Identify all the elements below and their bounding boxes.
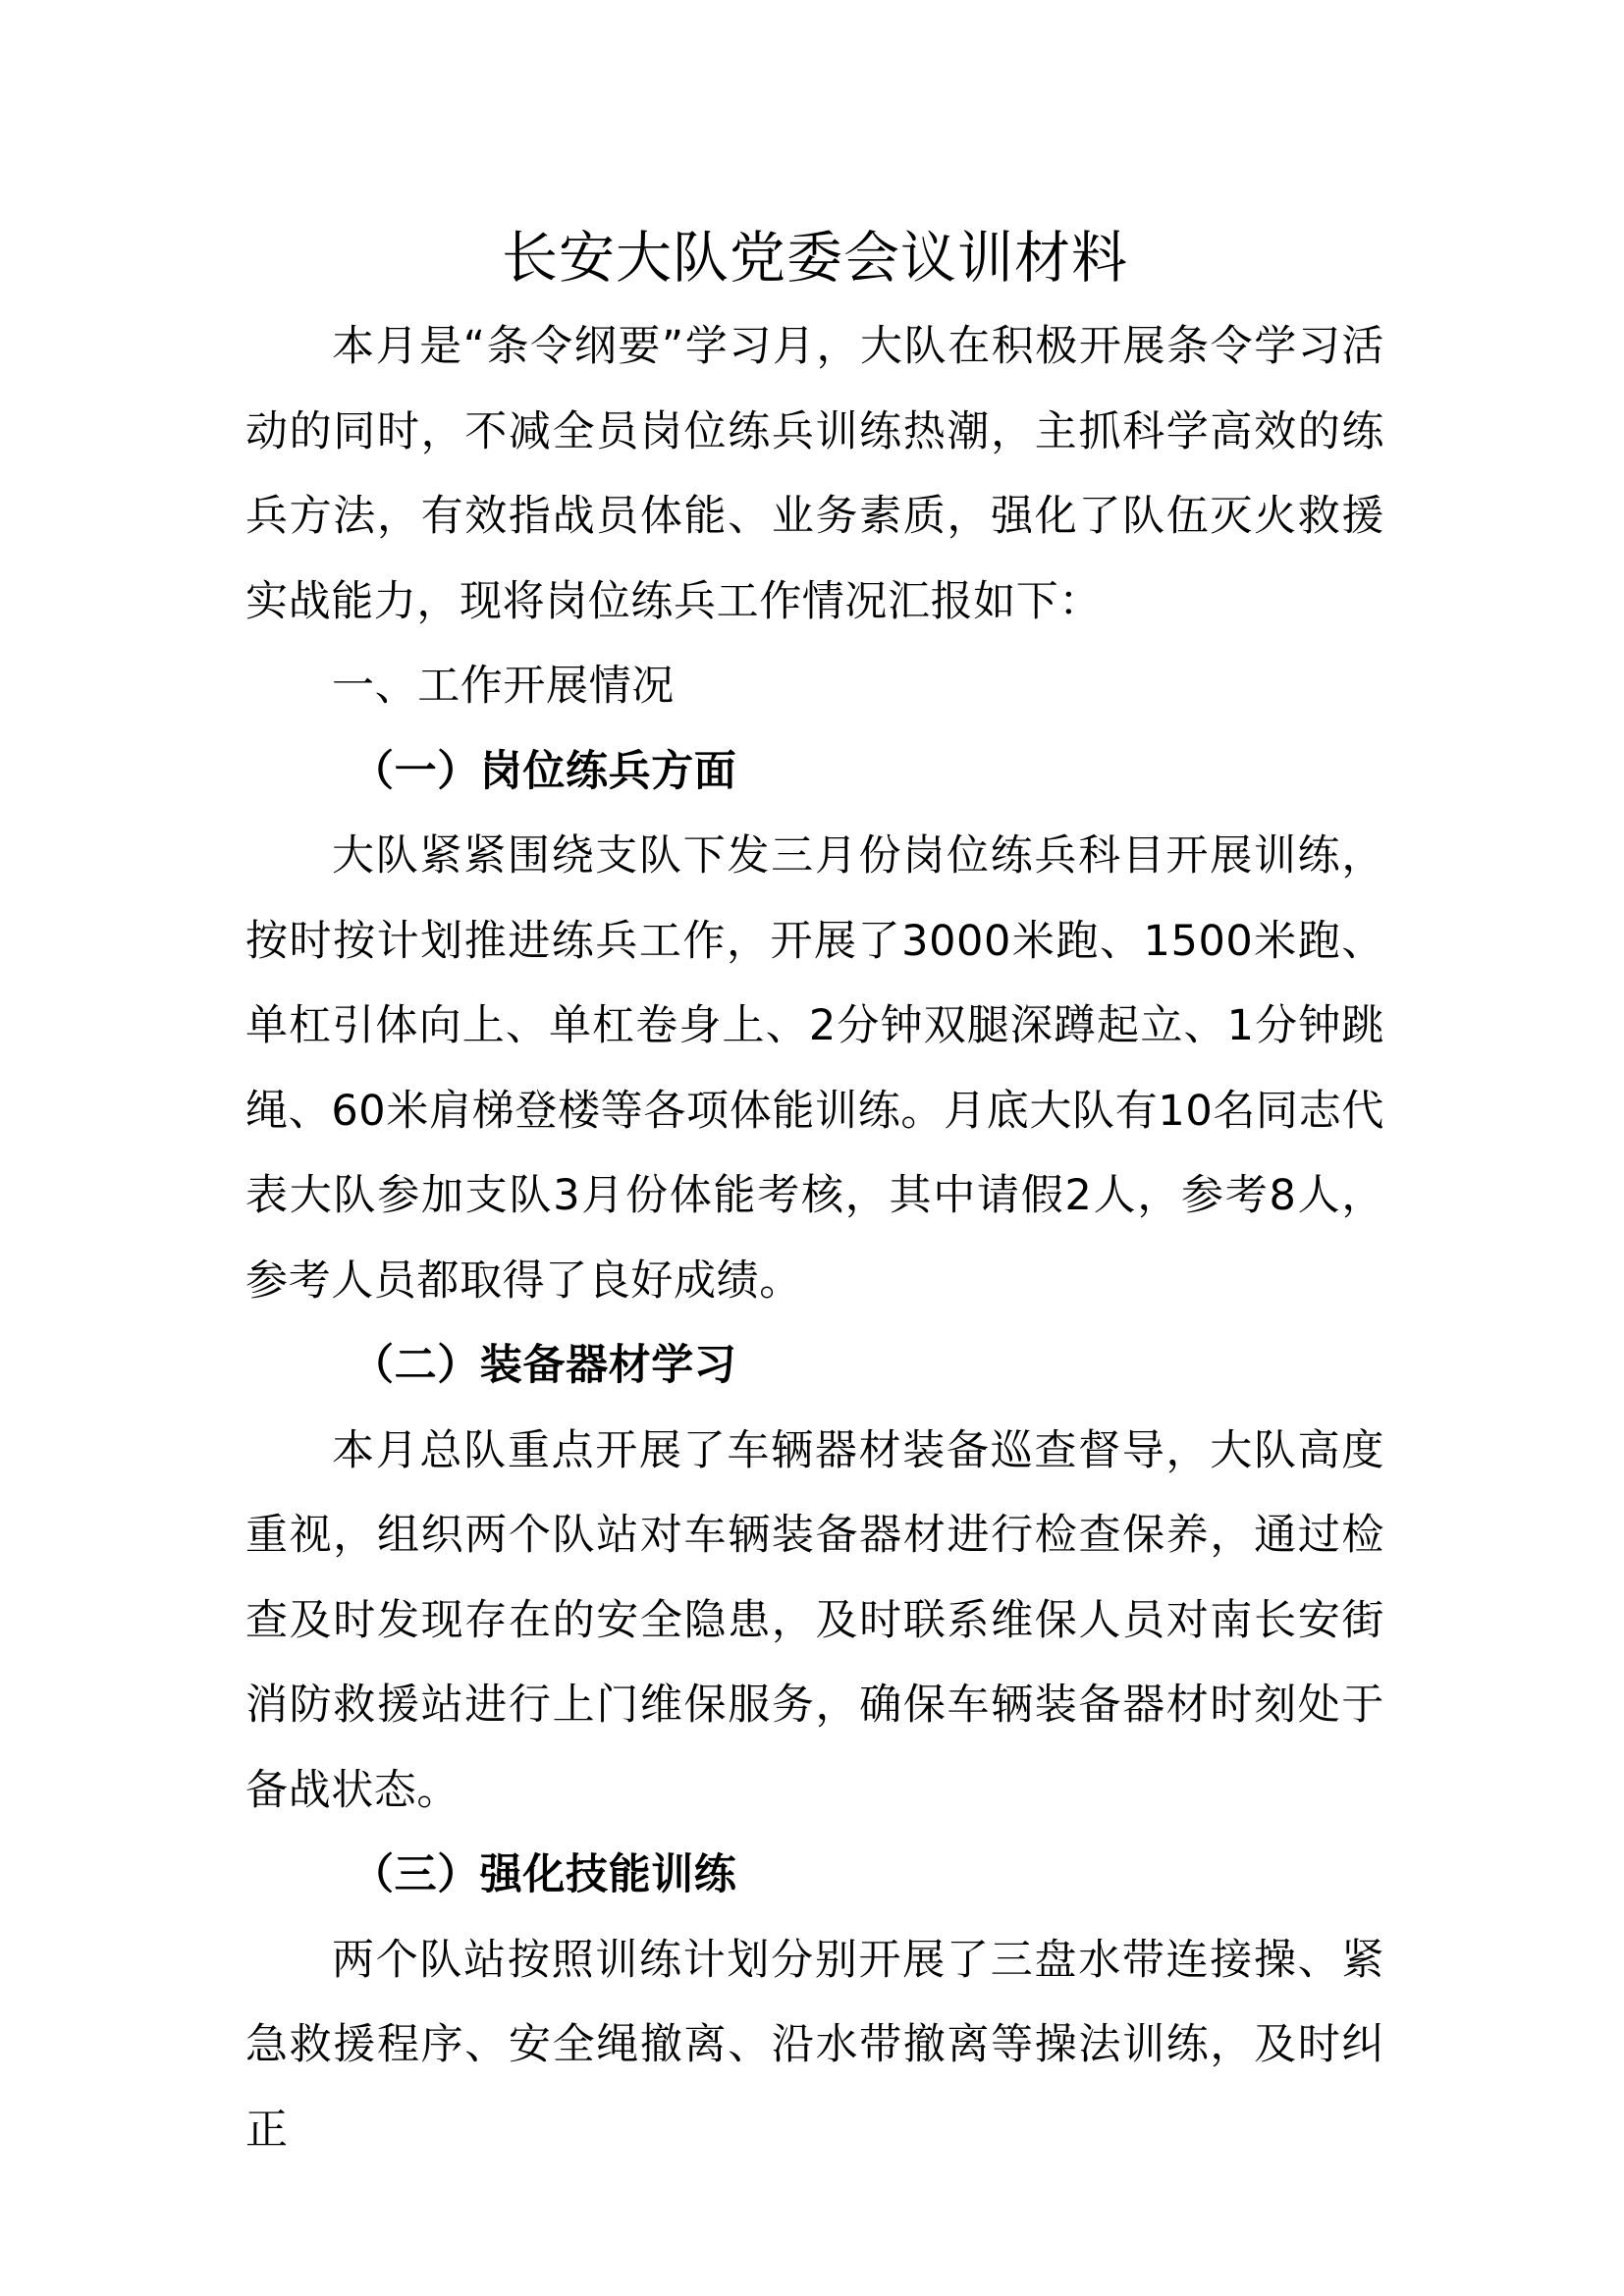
intro-paragraph: 本月是“条令纲要”学习月，大队在积极开展条令学习活动的同时，不减全员岗位练兵训练热潮，主抓科学高效的练兵方法，有效指战员体能、业务素质，强化了队伍灭火救援实战能力，现将岗位练兵工作情况汇报如下：: [245, 322, 1384, 626]
section-heading-work: 一、工作开展情况: [332, 662, 675, 711]
equipment-paragraph: 本月总队重点开展了车辆器材装备巡查督导，大队高度重视，组织两个队站对车辆装备器材进行检查保养，通过检查及时发现存在的安全隐患，及时联系维保人员对南长安街消防救援站进行上门维保服务，确保车辆装备器材时刻处于备战状态。: [245, 1425, 1384, 1815]
document-title: 长安大队党委会议训材料: [502, 226, 1128, 291]
document-page: [245, 0, 1384, 2296]
subsection-heading-equipment: （二）装备器材学习: [352, 1341, 737, 1390]
skills-paragraph: 两个队站按照训练计划分别开展了三盘水带连接操、紧急救援程序、安全绳撤离、沿水带撤离等操法训练，及时纠正: [245, 1935, 1384, 2155]
subsection-heading-drill: （一）岗位练兵方面: [352, 746, 737, 796]
drill-paragraph: 大队紧紧围绕支队下发三月份岗位练兵科目开展训练，按时按计划推进练兵工作，开展了3000米跑、1500米跑、单杠引体向上、单杠卷身上、2分钟双腿深蹲起立、1分钟跳绳、60米肩梯登楼等各项体能训练。月底大队有10名同志代表大队参加支队3月份体能考核，其中请假2人，参考8人，参考人员都取得了良好成绩。: [245, 831, 1384, 1306]
document-body: [245, 304, 1384, 2172]
subsection-heading-skills: （三）强化技能训练: [352, 1850, 737, 1899]
